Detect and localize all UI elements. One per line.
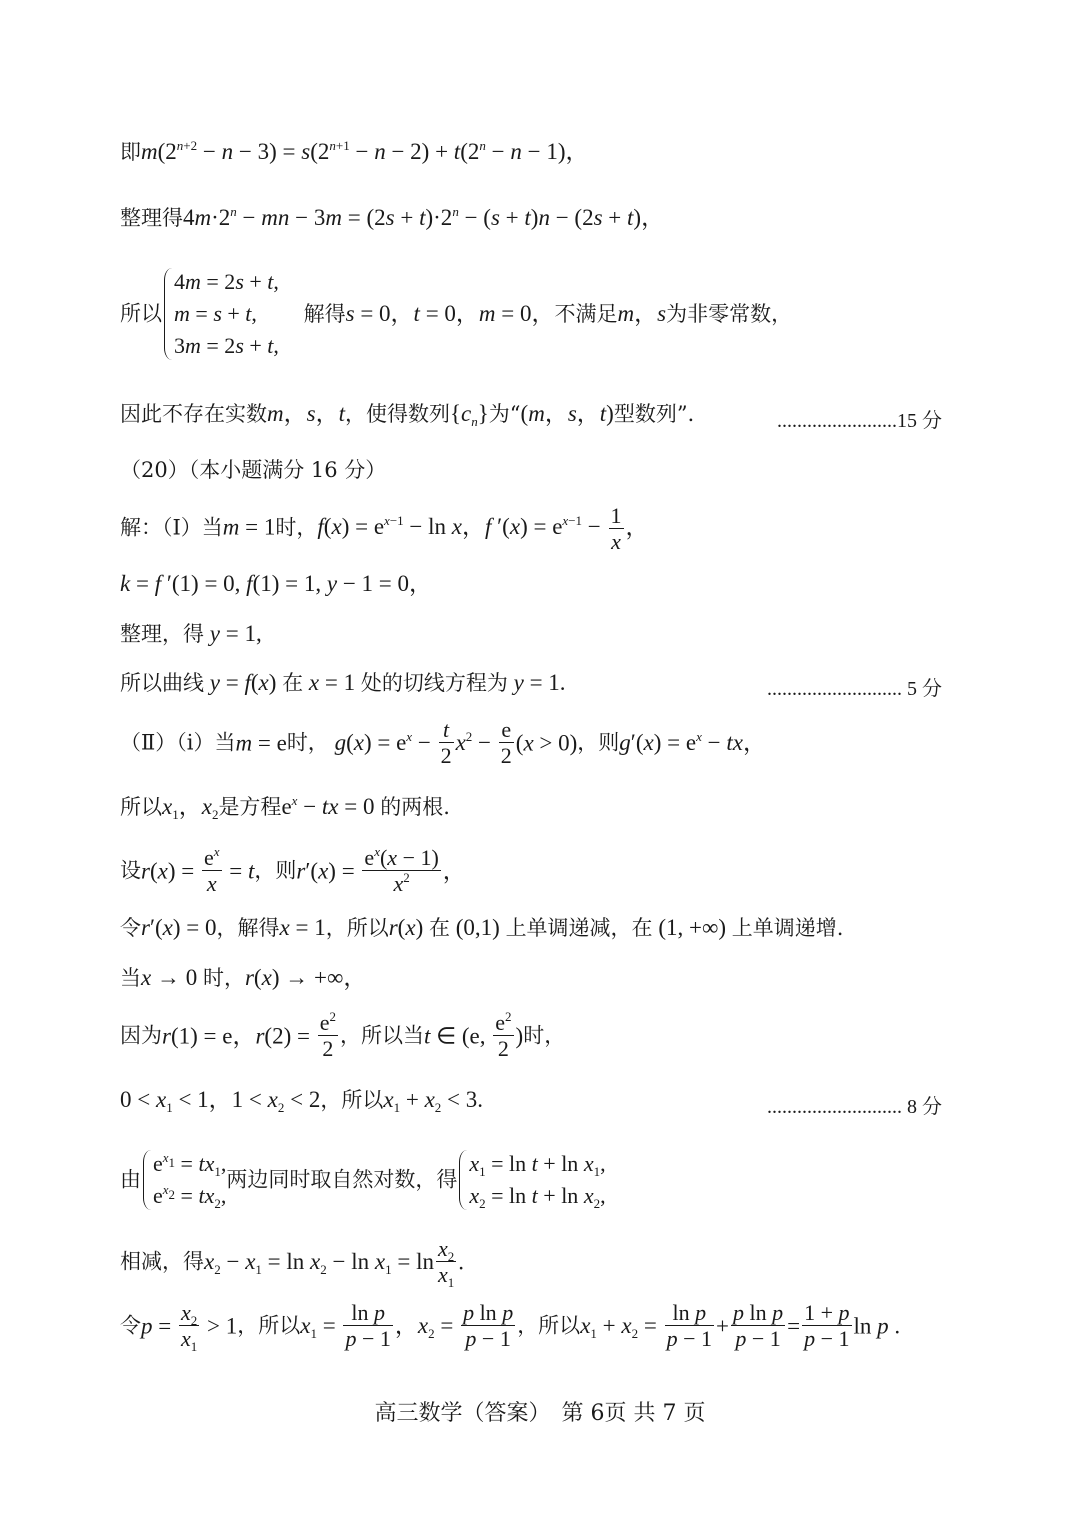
text-zhengli-de: 整理，得 [120,622,204,646]
fraction-sum-c: $\frac{1 + p}{p - 1}$ [804,1300,850,1352]
tangent-line: 所以曲线 y = f(x) 在 x = 1 处的切线方程为 y = 1. [120,670,566,695]
text-ze: ，则 [577,730,620,755]
equation-line-1: 即$m(2^{n+2} - n - 3) = s(2^{n+1} - n - 2) + t(2^n - n - 1)$， [120,138,589,164]
brace-system: 4m = 2s + t, m = s + t, 3m = 2s + t, [162,266,279,362]
fraction-sum-b: $\frac{\text{p ln p}}{p - 1}$ [733,1300,784,1352]
text-shi: 时， [275,515,318,540]
text-suoyi-quxian: 所以曲线 [120,671,204,695]
fraction-t-over-2: $\frac{t}{2}$ [440,717,452,769]
part2-line: （Ⅱ）（ⅰ）当m = e时， $g(x) = e^x$ − $\frac{t}{2}$ $x^2$ − $\frac{e}{2}$ (x > 0)，则$g'(x) = e^x$ − tx， [120,717,766,769]
conclusion-line: 因此不存在实数m，s，t，使得数列$\{c_n\}$为“(m，s，t)型数列”． [120,401,709,429]
fraction-x2-value: $\frac{\text{p ln p}}{p - 1}$ [463,1300,514,1352]
text-ji: 即 [120,140,141,164]
score-5: ........................... 5 分 [767,678,942,700]
text-dizeng: 上单调递增. [731,916,844,940]
text-bumanzu: 不满足 [554,302,618,327]
text-suoyi4: ，所以 [320,1088,384,1112]
fraction-e-over-2: $\frac{e}{2}$ [500,717,512,769]
equation-system-1: 所以 4m = 2s + t, m = s + t, 3m = 2s + t, 解得s = 0，t = 0，m = 0，不满足m，s为非零常数， [120,266,792,362]
fraction-e2-over-2: $\frac{e^2}{2}$ [319,1009,336,1062]
text-she: 设 [120,858,141,883]
fraction-x2-over-x1: $\frac{x_2}{x_1}$ [437,1236,455,1291]
slope-line: k = f ′(1) = 0, f(1) = 1, y − 1 = 0， [120,571,433,596]
text-yinci: 因此不存在实数 [120,402,267,426]
score-8: ........................... 8 分 [767,1096,942,1118]
brace-system-exp: $e^{x_1} = tx_1$, $e^{x_2} = tx_2$, [141,1148,226,1212]
equation-line-2: 整理得$4m\cdot 2^n$ − mn − $3m = (2s + t)\cdot 2^n - (s + t)n - (2s + t)$， [120,204,665,230]
fraction-x1-value: $\frac{\text{ln p}}{p - 1}$ [345,1300,391,1352]
fraction-r-prime: $\frac{e^x(x - 1)}{x^2}$ [364,844,439,897]
text-jiede: 解得 [303,302,346,327]
fraction-e2-over-2-b: $\frac{e^2}{2}$ [495,1009,512,1062]
solution-part1-line: 解：（Ⅰ）当m = 1时，$f(x) = e^{x-1} - \ln x$，f $'(x) = e^{x-1}$ − $\frac{1}{x}$ ， [120,503,649,555]
text-zhengli: 整理得 [120,206,183,230]
question-20-heading: （20）（本小题满分 16 分） [120,458,387,482]
text-shi2: 时， [286,730,329,755]
equation-system-2 [120,1148,606,1212]
fraction-ex-over-x: $\frac{e^x}{x}$ [203,844,220,897]
text-suoyi: 所以 [120,301,162,326]
text-yinwei: 因为 [120,1023,162,1048]
text-ze2: ，则 [254,858,297,883]
text-part2: （Ⅱ）（ⅰ）当 [120,730,236,755]
text-shi3: 时， [202,966,245,990]
fraction-1-over-x: $\frac{1}{x}$ [610,503,622,555]
because-line: 因为r(1) = e，r(2) = $\frac{e^2}{2}$ ，所以当t ∈ (e, $\frac{e^2}{2}$ )时， [120,1009,566,1062]
subtract-line: 相减，得$x_2 - x_1 = \ln x_2 - \ln x_1 = \ln$ $\frac{x_2}{x_1}$ . [120,1236,464,1291]
text-qiexian: 处的切线方程为 [360,671,508,695]
text-jiede2: ，解得 [216,916,280,940]
score-15: ........................15 分 [777,410,942,432]
let-p-line: 令p = $\frac{x_2}{x_1}$ > 1，所以$x_1$ = $\frac{\text{ln p}}{p - 1}$ ，$x_2$ = $\frac{\text{p ln p}}{p - 1}$ ，所以$x_1 + x_2$ = $\frac{\text{ln p}}{p - 1}$ + $\frac{\text{p ln p}}{p - 1}$ = $\frac{1 + p}{p - 1}$ ln p . [120,1300,901,1355]
text-jie: 解：（Ⅰ）当 [120,515,223,540]
brace-system-log: $x_1 = \ln t + \ln x_1$, $x_2 = \ln t + \ln x_2$, [457,1148,605,1212]
define-r-line: 设r(x) = $\frac{e^x}{x}$ = t，则r′(x) = $\frac{e^x(x - 1)}{x^2}$ ， [120,844,466,897]
text-xiangjian: 相减，得 [120,1249,204,1274]
text-suoyidang: ，所以当 [339,1023,424,1048]
text-suoyi6: ，所以 [517,1313,581,1338]
text-shifangcheng: 是方程 [218,795,282,819]
page-footer: 高三数学（答案） 第 6页 共 7 页 [374,1401,706,1426]
text-suoyi5: ，所以 [237,1313,301,1338]
limit-line: 当x → 0 时，r(x) → +∞， [120,965,367,990]
inequality-line: $0 < x_1 < 1$，$1 < x_2 < 2$，所以$x_1 + x_2 < 3$. [120,1087,484,1115]
text-zai2: 在 [428,916,450,940]
fraction-sum-a: $\frac{\text{ln p}}{p - 1}$ [666,1300,713,1352]
monotonic-line: 令r′(x) = 0，解得x = 1，所以r(x) 在 (0,1) 上单调递减，在 (1, +∞) 上单调递增. [120,915,844,940]
text-you: 由 [120,1167,141,1192]
text-feiling: 为非零常数， [666,302,793,327]
text-shi4: 时， [523,1023,566,1048]
text-lianggen: 的两根. [380,795,450,819]
text-ziranduishu: 两边同时取自然对数，得 [226,1167,458,1192]
text-ling-p: 令 [120,1313,141,1338]
text-suoyi3: ，所以 [325,916,389,940]
fraction-p-def: $\frac{x_2}{x_1}$ [180,1300,198,1355]
text-dijian: 上单调递减，在 [505,916,653,940]
text-wei: 为“ [488,402,521,426]
text-shide: ，使得数列 [344,402,450,426]
tidy-line: 整理，得 y = 1, [120,621,262,646]
roots-line: 所以$x_1$，$x_2$是方程$e^x$ − tx = 0 的两根. [120,793,450,822]
text-dang: 当 [120,966,141,990]
text-suoyi2: 所以 [120,795,162,819]
text-zai: 在 [282,671,304,695]
text-ling: 令 [120,916,141,940]
text-xingshulie: 型数列”． [613,402,709,426]
